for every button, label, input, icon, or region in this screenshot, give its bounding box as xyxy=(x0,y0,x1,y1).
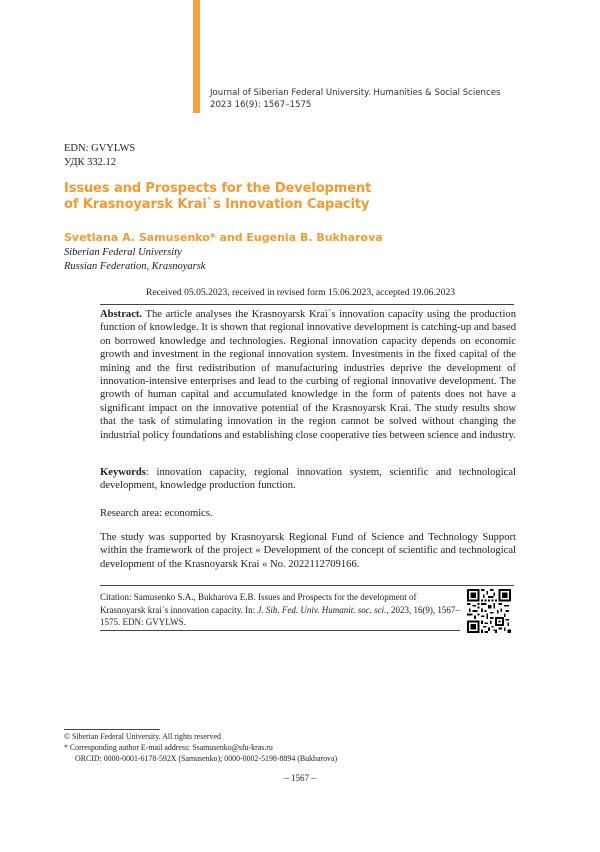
abstract-label: Abstract. xyxy=(100,309,143,320)
funding-statement: The study was supported by Krasnoyarsk Regional Fund of Science and Technology Support within the framework of the project « Development of the concept of scientific and technological development of the Krasnoyarsk Krai « No. 2022112709166. xyxy=(100,532,516,570)
affiliation-institution: Siberian Federal University xyxy=(64,247,182,258)
citation-bottom-rule xyxy=(100,630,460,631)
udk-code: УДК 332.12 xyxy=(64,157,117,168)
research-area: Research area: economics. xyxy=(100,508,213,519)
title-line-2: of Krasnoyarsk Krai`s Innovation Capacity xyxy=(64,197,370,212)
journal-header xyxy=(210,87,540,111)
keywords-text: : innovation capacity, regional innovation system, scientific and technological development, knowledge production function. xyxy=(100,467,516,492)
copyright-note: © Siberian Federal University. All rights reserved xyxy=(64,732,221,741)
title-line-1: Issues and Prospects for the Development xyxy=(64,181,372,196)
footnote-rule xyxy=(64,729,160,730)
keywords-label: Keywords xyxy=(100,467,146,478)
keywords xyxy=(100,466,516,493)
abstract xyxy=(100,308,516,442)
citation-tail: , 2023, 16(9), 1567–1575. EDN: GVYLWS. xyxy=(100,604,460,628)
abstract-top-rule xyxy=(100,304,514,305)
corresponding-author-note: * Corresponding author E-mail address: Ssamusenko@sfu-kras.ru xyxy=(64,743,273,752)
journal-issue: 2023 16(9): 1567–1575 xyxy=(210,100,312,110)
journal-accent-bar xyxy=(193,0,200,113)
orcid-note: ORCID: 0000-0001-6178-592X (Samusenko); 0000-0002-5198-8894 (Bukharova) xyxy=(75,754,338,763)
article-title xyxy=(64,181,484,213)
journal-name: Journal of Siberian Federal University. Humanities & Social Sciences xyxy=(210,88,501,98)
received-dates: Received 05.05.2023, received in revised form 15.06.2023, accepted 19.06.2023 xyxy=(146,287,456,298)
citation-journal: J. Sib. Fed. Univ. Humanit. soc. sci. xyxy=(257,604,387,615)
citation xyxy=(100,591,460,629)
page-number: – 1567 – xyxy=(284,773,316,783)
abstract-text: The article analyses the Krasnoyarsk Krai`s innovation capacity using the production function of knowledge. It is shown that regional innovative development is catching-up and based on borrowed knowledge and technologies. Regional innovation capacity depends on economic growth and investment in the regional innovation system. Investments in the fixed capital of the mining and the first redistribution of manufacturing industries deprive the development of innovation-intensive enterprises and lead to the curbing of regional innovative development. The growth of human capital and accumulated knowledge in the form of patents does not have a significant impact on the innovative potential of the Krasnoyarsk Krai. The study results show that the task of stimulating innovation in the region cannot be solved without changing the industrial policy foundations and establishing close cooperative ties between science and industry. xyxy=(100,309,516,441)
qr-code-icon xyxy=(467,589,511,633)
authors: Svetlana A. Samusenko* and Eugenia B. Bukharova xyxy=(64,231,383,244)
affiliation-location: Russian Federation, Krasnoyarsk xyxy=(64,261,206,272)
citation-text: Citation: Samusenko S.A., Bukharova E.B. Issues and Prospects for the development of Krasnoyarsk krai`s innovation capacity. In: xyxy=(100,592,417,615)
edn-code: EDN: GVYLWS xyxy=(64,143,136,154)
citation-top-rule xyxy=(100,585,514,586)
